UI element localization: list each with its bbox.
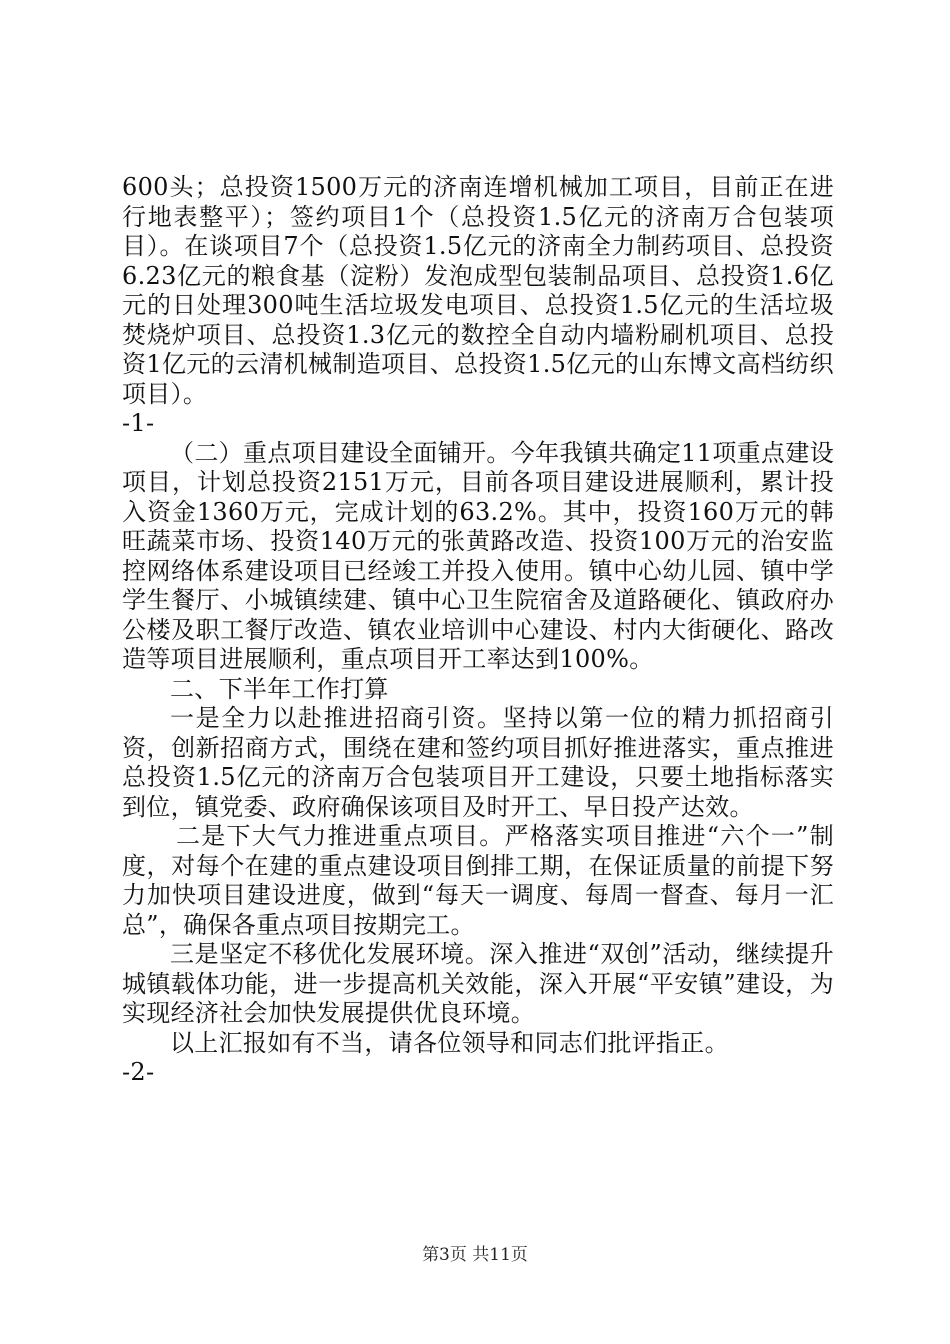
paragraph-investment-projects: 600头；总投资1500万元的济南连增机械加工项目，目前正在进行地表整平）；签约项目1个（总投资1.5亿元的济南万合包装项目）。在谈项目7个（总投资1.5亿元的济南全力制药项目、总投资6.23亿元的粮食基（淀粉）发泡成型包装制品项目、总投资1.6亿元的日处理300吨生活垃圾发电项目、总投资1.5亿元的生活垃圾焚烧炉项目、总投资1.3亿元的数控全自动内墙粉刷机项目、总投资1亿元的云清机械制造项目、总投资1.5亿元的山东博文高档纺织项目）。 <box>122 173 834 408</box>
paragraph-closing: 以上汇报如有不当，请各位领导和同志们批评指正。 <box>170 1028 729 1057</box>
paragraph-plan-one: 一是全力以赴推进招商引资。坚持以第一位的精力抓招商引资，创新招商方式，围绕在建和签约项目抓好推进落实，重点推进总投资1.5亿元的济南万合包装项目开工建设，只要土地指标落实到位，镇党委、政府确保该项目及时开工、早日投产达效。 <box>122 704 834 821</box>
paragraph-plan-three: 三是坚定不移优化发展环境。深入推进“双创”活动，继续提升城镇载体功能，进一步提高机关效能，深入开展“平安镇”建设，为实现经济社会加快发展提供优良环境。 <box>122 940 834 1027</box>
paragraph-key-projects: （二）重点项目建设全面铺开。今年我镇共确定11项重点建设项目，计划总投资2151万元，目前各项目建设进展顺利，累计投入资金1360万元，完成计划的63.2%。其中，投资160万元的韩旺蔬菜市场、投资140万元的张黄路改造、投资100万元的治安监控网络体系建设项目已经竣工并投入使用。镇中心幼儿园、镇中学学生餐厅、小城镇续建、镇中心卫生院宿舍及道路硬化、镇政府办公楼及职工餐厅改造、镇农业培训中心建设、村内大街硬化、路改造等项目进展顺利，重点项目开工率达到100%。 <box>122 438 834 673</box>
page-number-marker: -2- <box>122 1058 155 1086</box>
page-footer: 第3页 共11页 <box>422 1245 528 1265</box>
paragraph-plan-two: 二是下大气力推进重点项目。严格落实项目推进“六个一”制度，对每个在建的重点建设项目倒排工期，在保证质量的前提下努力加快项目建设进度，做到“每天一调度、每周一督查、每月一汇总”，确保各重点项目按期完工。 <box>122 822 834 939</box>
section-heading-second-half-plan: 二、下半年工作打算 <box>170 674 389 703</box>
page-number-marker: -1- <box>122 409 155 437</box>
document-body <box>122 173 834 1088</box>
